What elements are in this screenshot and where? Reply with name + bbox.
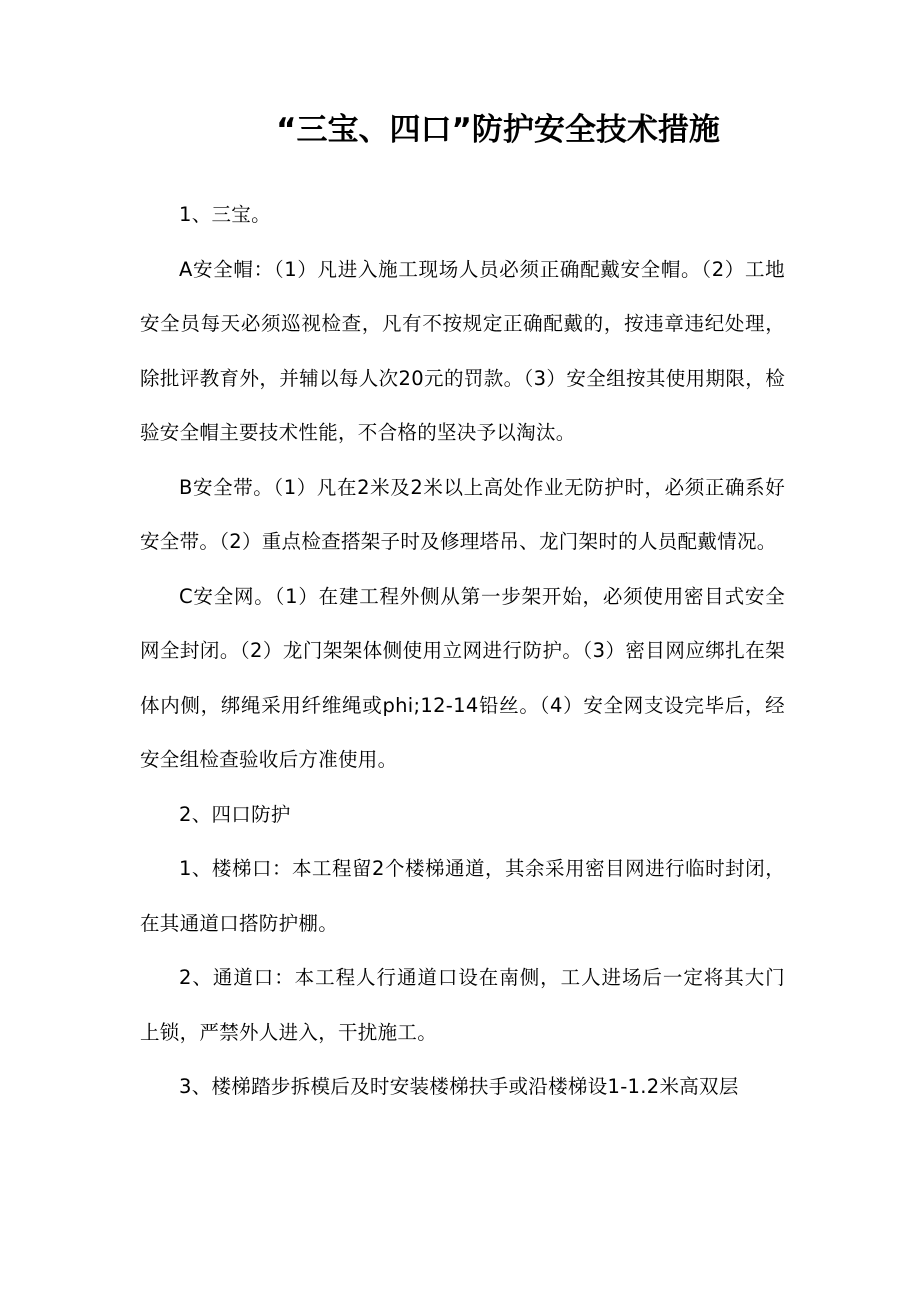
section-heading-three-treasures: 1、三宝。 xyxy=(179,203,271,226)
paragraph-safety-net: C安全网。（1）在建工程外侧从第一步架开始，必须使用密目式安全网全封闭。（2）龙门架架体侧使用立网进行防护。（3）密目网应绑扎在架体内侧，绑绳采用纤维绳或phi;12-14铅丝。（4）安全网支设完毕后，经安全组检查验收后方准使用。 xyxy=(140,584,785,771)
document-body xyxy=(140,188,785,1115)
paragraph-passage-opening: 2、通道口：本工程人行通道口设在南侧，工人进场后一定将其大门上锁，严禁外人进入，干扰施工。 xyxy=(140,966,785,1044)
section-heading-four-openings: 2、四口防护 xyxy=(179,802,291,826)
paragraph-safety-helmet: A安全帽：（1）凡进入施工现场人员必须正确配戴安全帽。（2）工地安全员每天必须巡视检查，凡有不按规定正确配戴的，按违章违纪处理，除批评教育外，并辅以每人次20元的罚款。（3）安全组按其使用期限，检验安全帽主要技术性能，不合格的坚决予以淘汰。 xyxy=(140,257,785,444)
paragraph-stairway-opening: 1、楼梯口：本工程留2个楼梯通道，其余采用密目网进行临时封闭，在其通道口搭防护棚。 xyxy=(140,857,785,935)
document-title: “三宝、四口”防护安全技术措施 xyxy=(276,112,720,148)
paragraph-stair-steps: 3、楼梯踏步拆模后及时安装楼梯扶手或沿楼梯设1-1.2米高双层 xyxy=(179,1075,739,1098)
paragraph-safety-belt: B安全带。（1）凡在2米及2米以上高处作业无防护时，必须正确系好安全带。（2）重点检查搭架子时及修理塔吊、龙门架时的人员配戴情况。 xyxy=(140,475,785,553)
